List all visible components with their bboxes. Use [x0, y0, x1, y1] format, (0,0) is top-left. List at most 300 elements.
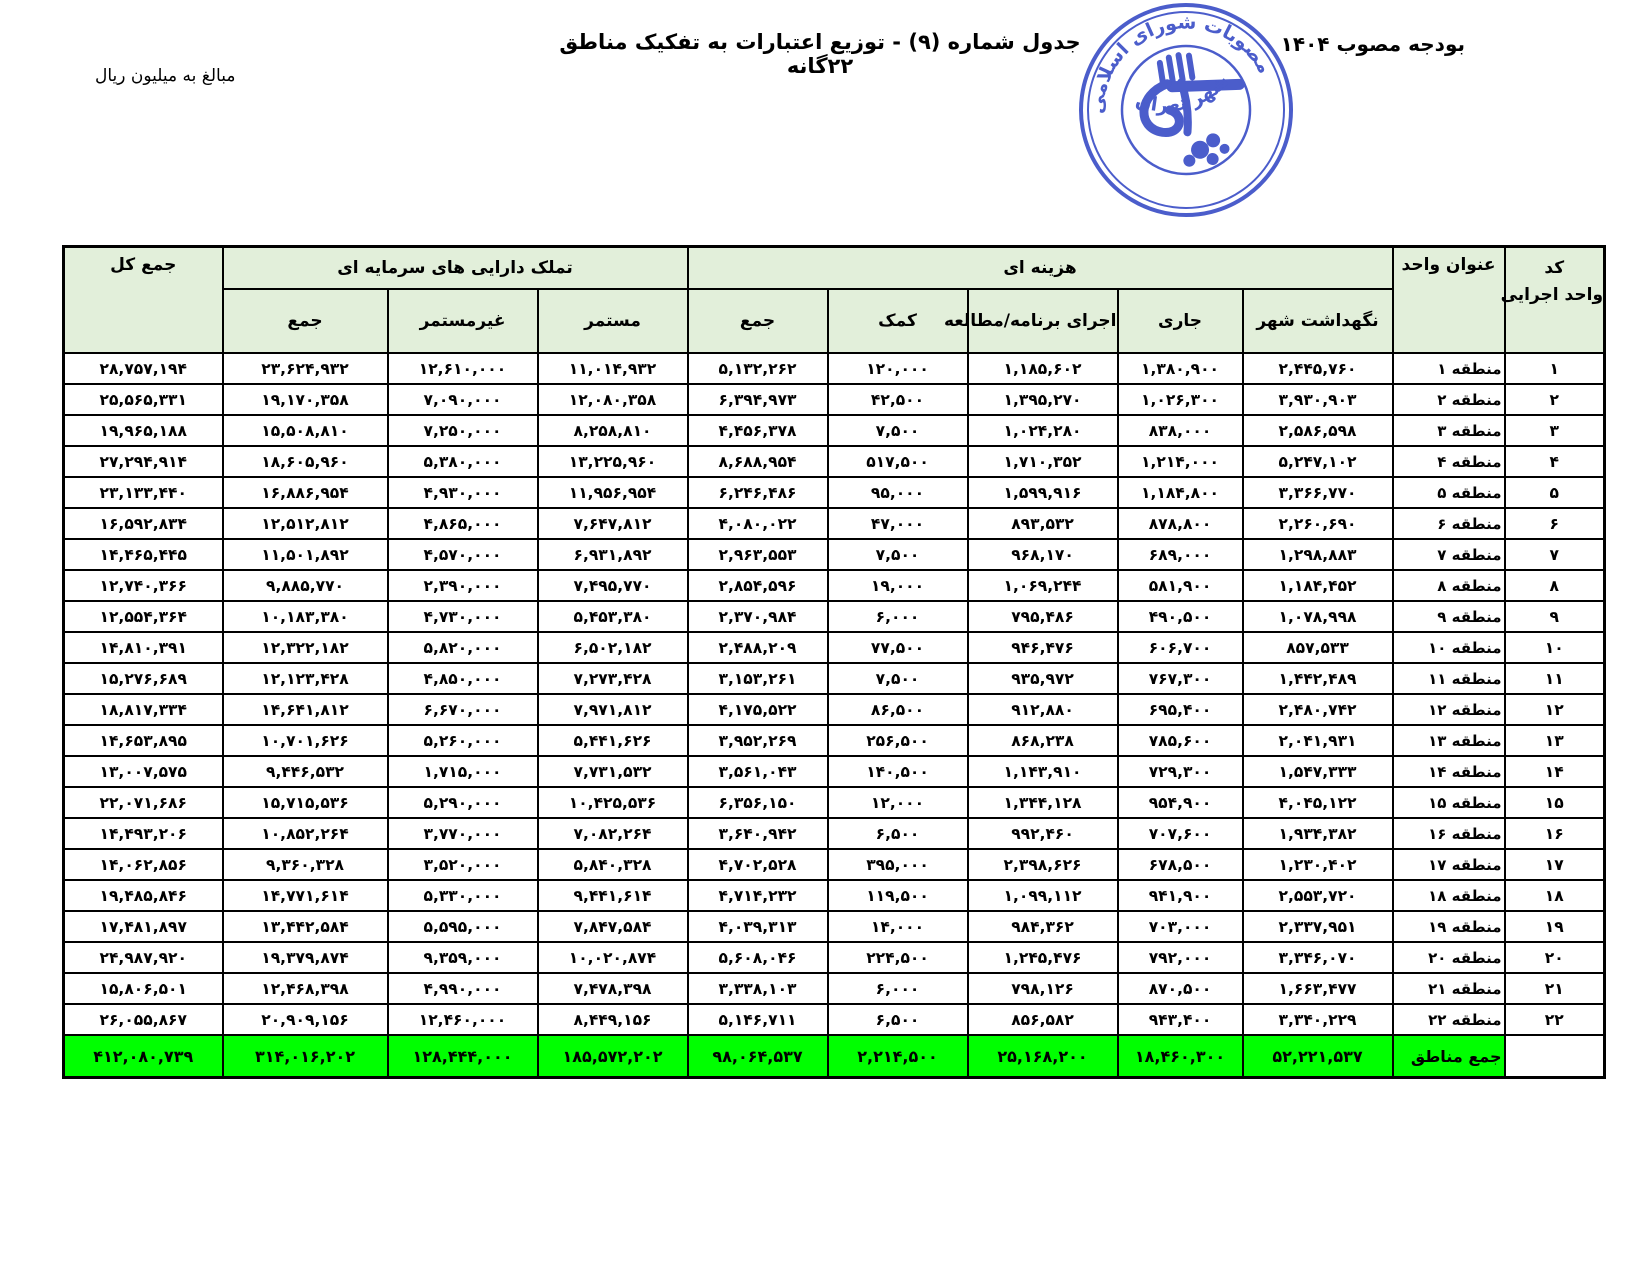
cell-non-continuous: ۷,۲۵۰,۰۰۰: [388, 415, 538, 446]
cell-non-continuous: ۱۲,۶۱۰,۰۰۰: [388, 353, 538, 384]
cell-program: ۹۹۲,۴۶۰: [968, 818, 1118, 849]
cell-maintenance: ۳,۳۴۶,۰۷۰: [1243, 942, 1393, 973]
table-row: [64, 663, 1605, 694]
cell-current: ۱۸,۴۶۰,۳۰۰: [1118, 1035, 1243, 1078]
cell-acquisition-total: ۱۰,۷۰۱,۶۲۶: [223, 725, 388, 756]
cell-aid: ۵۱۷,۵۰۰: [828, 446, 968, 477]
cell-program: ۹۳۵,۹۷۲: [968, 663, 1118, 694]
table-row: [64, 756, 1605, 787]
cell-continuous: ۷,۲۷۳,۴۲۸: [538, 663, 688, 694]
cell-current: ۷۲۹,۳۰۰: [1118, 756, 1243, 787]
cell-continuous: ۷,۶۴۷,۸۱۲: [538, 508, 688, 539]
cell-current: ۸۳۸,۰۰۰: [1118, 415, 1243, 446]
stamp-bottom-text: شهر تهران: [1133, 69, 1234, 117]
table-row: [64, 539, 1605, 570]
cell-non-continuous: ۵,۵۹۵,۰۰۰: [388, 911, 538, 942]
cell-continuous: ۱۲,۰۸۰,۳۵۸: [538, 384, 688, 415]
cell-expense-total: ۳,۹۵۲,۲۶۹: [688, 725, 828, 756]
amounts-unit-label: مبالغ به میلیون ریال: [95, 66, 236, 86]
col-header-grand-total: جمع کل: [64, 247, 223, 354]
cell-code: ۲۰: [1505, 942, 1605, 973]
table-body: [64, 353, 1605, 1078]
cell-grand-total: ۱۴,۴۹۳,۲۰۶: [64, 818, 223, 849]
cell-name: جمع مناطق: [1393, 1035, 1505, 1078]
cell-aid: ۱۴,۰۰۰: [828, 911, 968, 942]
cell-name: منطقه ۱۴: [1393, 756, 1505, 787]
cell-maintenance: ۲,۵۵۳,۷۲۰: [1243, 880, 1393, 911]
cell-code: ۱: [1505, 353, 1605, 384]
cell-aid: ۴۷,۰۰۰: [828, 508, 968, 539]
cell-current: ۵۸۱,۹۰۰: [1118, 570, 1243, 601]
cell-current: ۶۷۸,۵۰۰: [1118, 849, 1243, 880]
cell-code: ۵: [1505, 477, 1605, 508]
cell-name: منطقه ۸: [1393, 570, 1505, 601]
cell-program: ۱,۲۴۵,۴۷۶: [968, 942, 1118, 973]
cell-maintenance: ۳,۳۶۶,۷۷۰: [1243, 477, 1393, 508]
cell-non-continuous: ۴,۸۶۵,۰۰۰: [388, 508, 538, 539]
col-header-acquisition-sum: جمع: [223, 289, 388, 353]
cell-maintenance: ۱,۹۳۴,۳۸۲: [1243, 818, 1393, 849]
cell-continuous: ۵,۸۴۰,۳۲۸: [538, 849, 688, 880]
cell-aid: ۳۹۵,۰۰۰: [828, 849, 968, 880]
cell-name: منطقه ۱۵: [1393, 787, 1505, 818]
cell-grand-total: ۱۹,۹۶۵,۱۸۸: [64, 415, 223, 446]
cell-name: منطقه ۱۶: [1393, 818, 1505, 849]
cell-non-continuous: ۴,۵۷۰,۰۰۰: [388, 539, 538, 570]
cell-acquisition-total: ۳۱۴,۰۱۶,۲۰۲: [223, 1035, 388, 1078]
cell-expense-total: ۴,۰۸۰,۰۲۲: [688, 508, 828, 539]
cell-program: ۷۹۸,۱۲۶: [968, 973, 1118, 1004]
cell-grand-total: ۲۸,۷۵۷,۱۹۴: [64, 353, 223, 384]
cell-maintenance: ۲,۳۳۷,۹۵۱: [1243, 911, 1393, 942]
cell-aid: ۱۱۹,۵۰۰: [828, 880, 968, 911]
cell-continuous: ۷,۹۷۱,۸۱۲: [538, 694, 688, 725]
cell-aid: ۷,۵۰۰: [828, 663, 968, 694]
cell-continuous: ۷,۰۸۲,۲۶۴: [538, 818, 688, 849]
cell-name: منطقه ۵: [1393, 477, 1505, 508]
cell-maintenance: ۱,۶۶۳,۴۷۷: [1243, 973, 1393, 1004]
cell-maintenance: ۵,۲۴۷,۱۰۲: [1243, 446, 1393, 477]
cell-current: ۶۰۶,۷۰۰: [1118, 632, 1243, 663]
cell-non-continuous: ۹,۳۵۹,۰۰۰: [388, 942, 538, 973]
stamp-svg: [1043, 0, 1329, 253]
page-title: جدول شماره (۹) - توزیع اعتبارات به تفکیک مناطق ۲۲گانه: [559, 30, 1081, 78]
cell-expense-total: ۳,۳۳۸,۱۰۳: [688, 973, 828, 1004]
cell-continuous: ۱۰,۰۲۰,۸۷۴: [538, 942, 688, 973]
table-row: [64, 508, 1605, 539]
cell-code: ۱۹: [1505, 911, 1605, 942]
cell-acquisition-total: ۱۴,۷۷۱,۶۱۴: [223, 880, 388, 911]
cell-program: ۱,۷۱۰,۳۵۲: [968, 446, 1118, 477]
table-row: [64, 1004, 1605, 1035]
cell-code: ۱۲: [1505, 694, 1605, 725]
cell-grand-total: ۱۲,۵۵۴,۳۶۴: [64, 601, 223, 632]
cell-continuous: ۸,۴۴۹,۱۵۶: [538, 1004, 688, 1035]
cell-name: منطقه ۳: [1393, 415, 1505, 446]
cell-name: منطقه ۴: [1393, 446, 1505, 477]
cell-aid: ۲۲۴,۵۰۰: [828, 942, 968, 973]
cell-name: منطقه ۱۱: [1393, 663, 1505, 694]
cell-acquisition-total: ۱۲,۱۲۳,۴۲۸: [223, 663, 388, 694]
cell-non-continuous: ۵,۲۶۰,۰۰۰: [388, 725, 538, 756]
cell-continuous: ۶,۹۳۱,۸۹۲: [538, 539, 688, 570]
cell-code: ۷: [1505, 539, 1605, 570]
cell-continuous: ۷,۴۷۸,۳۹۸: [538, 973, 688, 1004]
cell-expense-total: ۲,۸۵۴,۵۹۶: [688, 570, 828, 601]
cell-program: ۱,۰۲۴,۲۸۰: [968, 415, 1118, 446]
cell-name: منطقه ۶: [1393, 508, 1505, 539]
cell-aid: ۷,۵۰۰: [828, 415, 968, 446]
stamp-top-text: مصوبات شورای اسلامی: [1085, 11, 1276, 115]
cell-acquisition-total: ۱۹,۳۷۹,۸۷۴: [223, 942, 388, 973]
cell-aid: ۶,۵۰۰: [828, 818, 968, 849]
cell-continuous: ۱۱,۰۱۴,۹۳۲: [538, 353, 688, 384]
cell-expense-total: ۹۸,۰۶۴,۵۳۷: [688, 1035, 828, 1078]
cell-aid: ۹۵,۰۰۰: [828, 477, 968, 508]
cell-non-continuous: ۶,۶۷۰,۰۰۰: [388, 694, 538, 725]
cell-acquisition-total: ۱۸,۶۰۵,۹۶۰: [223, 446, 388, 477]
cell-current: ۷۹۲,۰۰۰: [1118, 942, 1243, 973]
cell-expense-total: ۲,۹۶۳,۵۵۳: [688, 539, 828, 570]
cell-grand-total: ۱۸,۸۱۷,۳۳۴: [64, 694, 223, 725]
cell-name: منطقه ۹: [1393, 601, 1505, 632]
code-header-line2: واحد اجرایی: [1500, 285, 1604, 306]
cell-continuous: ۵,۴۵۳,۳۸۰: [538, 601, 688, 632]
col-header-non-continuous: غیرمستمر: [388, 289, 538, 353]
cell-expense-total: ۴,۴۵۶,۳۷۸: [688, 415, 828, 446]
table-row: [64, 570, 1605, 601]
cell-maintenance: ۱,۵۴۷,۳۳۳: [1243, 756, 1393, 787]
table-row: [64, 632, 1605, 663]
table-row: [64, 694, 1605, 725]
cell-program: ۲۵,۱۶۸,۲۰۰: [968, 1035, 1118, 1078]
cell-maintenance: ۲,۰۴۱,۹۳۱: [1243, 725, 1393, 756]
cell-program: ۹۶۸,۱۷۰: [968, 539, 1118, 570]
cell-maintenance: ۱,۲۳۰,۴۰۲: [1243, 849, 1393, 880]
cell-current: ۱,۳۸۰,۹۰۰: [1118, 353, 1243, 384]
table-row: [64, 725, 1605, 756]
cell-current: ۱,۰۲۶,۳۰۰: [1118, 384, 1243, 415]
cell-program: ۹۴۶,۴۷۶: [968, 632, 1118, 663]
cell-expense-total: ۴,۷۱۴,۲۳۲: [688, 880, 828, 911]
cell-aid: ۱۹,۰۰۰: [828, 570, 968, 601]
cell-maintenance: ۳,۹۳۰,۹۰۳: [1243, 384, 1393, 415]
cell-program: ۱,۰۹۹,۱۱۲: [968, 880, 1118, 911]
cell-acquisition-total: ۱۶,۸۸۶,۹۵۴: [223, 477, 388, 508]
group-header-expense: هزینه ای: [688, 247, 1393, 290]
group-header-capital-assets: تملک دارایی های سرمایه ای: [223, 247, 688, 290]
header-group-row: [64, 247, 1605, 290]
cell-grand-total: ۱۳,۰۰۷,۵۷۵: [64, 756, 223, 787]
cell-acquisition-total: ۹,۴۴۶,۵۳۲: [223, 756, 388, 787]
cell-continuous: ۸,۲۵۸,۸۱۰: [538, 415, 688, 446]
cell-grand-total: ۲۳,۱۳۳,۴۴۰: [64, 477, 223, 508]
cell-program: ۱,۵۹۹,۹۱۶: [968, 477, 1118, 508]
cell-grand-total: ۱۴,۴۶۵,۴۴۵: [64, 539, 223, 570]
cell-aid: ۶,۰۰۰: [828, 973, 968, 1004]
cell-code: ۱۰: [1505, 632, 1605, 663]
cell-program: ۱,۳۴۴,۱۲۸: [968, 787, 1118, 818]
cell-code: ۴: [1505, 446, 1605, 477]
cell-aid: ۱۴۰,۵۰۰: [828, 756, 968, 787]
cell-aid: ۶,۰۰۰: [828, 601, 968, 632]
cell-continuous: ۱۱,۹۵۶,۹۵۴: [538, 477, 688, 508]
cell-continuous: ۹,۴۴۱,۶۱۴: [538, 880, 688, 911]
cell-code: [1505, 1035, 1605, 1078]
col-header-aid: کمک: [828, 289, 968, 353]
cell-continuous: ۷,۴۹۵,۷۷۰: [538, 570, 688, 601]
cell-code: ۱۵: [1505, 787, 1605, 818]
cell-grand-total: ۱۵,۸۰۶,۵۰۱: [64, 973, 223, 1004]
table-row: [64, 353, 1605, 384]
cell-current: ۷۸۵,۶۰۰: [1118, 725, 1243, 756]
cell-program: ۱,۱۴۳,۹۱۰: [968, 756, 1118, 787]
cell-code: ۳: [1505, 415, 1605, 446]
col-header-unit-title: عنوان واحد: [1393, 247, 1505, 354]
cell-program: ۱,۰۶۹,۲۴۴: [968, 570, 1118, 601]
cell-maintenance: ۳,۳۴۰,۲۲۹: [1243, 1004, 1393, 1035]
cell-grand-total: ۱۲,۷۴۰,۳۶۶: [64, 570, 223, 601]
cell-grand-total: ۲۷,۲۹۴,۹۱۴: [64, 446, 223, 477]
cell-name: منطقه ۲۲: [1393, 1004, 1505, 1035]
cell-program: ۷۹۵,۴۸۶: [968, 601, 1118, 632]
cell-code: ۱۸: [1505, 880, 1605, 911]
cell-code: ۲۱: [1505, 973, 1605, 1004]
cell-expense-total: ۳,۶۴۰,۹۴۲: [688, 818, 828, 849]
cell-program: ۸۹۳,۵۳۲: [968, 508, 1118, 539]
cell-acquisition-total: ۱۴,۶۴۱,۸۱۲: [223, 694, 388, 725]
cell-name: منطقه ۱۰: [1393, 632, 1505, 663]
cell-continuous: ۷,۷۳۱,۵۳۲: [538, 756, 688, 787]
cell-program: ۹۸۴,۳۶۲: [968, 911, 1118, 942]
cell-expense-total: ۸,۶۸۸,۹۵۴: [688, 446, 828, 477]
col-header-current: جاری: [1118, 289, 1243, 353]
cell-program: ۱,۳۹۵,۲۷۰: [968, 384, 1118, 415]
cell-acquisition-total: ۱۵,۵۰۸,۸۱۰: [223, 415, 388, 446]
cell-non-continuous: ۱,۷۱۵,۰۰۰: [388, 756, 538, 787]
table-row: [64, 942, 1605, 973]
cell-grand-total: ۱۴,۰۶۲,۸۵۶: [64, 849, 223, 880]
cell-non-continuous: ۵,۸۲۰,۰۰۰: [388, 632, 538, 663]
cell-aid: ۲۵۶,۵۰۰: [828, 725, 968, 756]
cell-grand-total: ۱۴,۸۱۰,۳۹۱: [64, 632, 223, 663]
cell-grand-total: ۲۶,۰۵۵,۸۶۷: [64, 1004, 223, 1035]
cell-acquisition-total: ۱۰,۱۸۳,۳۸۰: [223, 601, 388, 632]
cell-code: ۱۳: [1505, 725, 1605, 756]
cell-name: منطقه ۱۹: [1393, 911, 1505, 942]
table-row: [64, 911, 1605, 942]
cell-expense-total: ۴,۰۳۹,۳۱۳: [688, 911, 828, 942]
cell-maintenance: ۲,۴۴۵,۷۶۰: [1243, 353, 1393, 384]
cell-program: ۸۶۸,۲۳۸: [968, 725, 1118, 756]
cell-continuous: ۱۳,۲۲۵,۹۶۰: [538, 446, 688, 477]
cell-acquisition-total: ۲۳,۶۲۴,۹۳۲: [223, 353, 388, 384]
cell-aid: ۷,۵۰۰: [828, 539, 968, 570]
cell-maintenance: ۲,۴۸۰,۷۴۲: [1243, 694, 1393, 725]
cell-expense-total: ۵,۱۳۲,۲۶۲: [688, 353, 828, 384]
col-header-city-maintenance: نگهداشت شهر: [1243, 289, 1393, 353]
budget-table: [62, 245, 1606, 1079]
cell-acquisition-total: ۱۲,۳۲۲,۱۸۲: [223, 632, 388, 663]
cell-program: ۲,۳۹۸,۶۲۶: [968, 849, 1118, 880]
cell-name: منطقه ۲۱: [1393, 973, 1505, 1004]
cell-continuous: ۱۰,۴۲۵,۵۳۶: [538, 787, 688, 818]
cell-code: ۲۲: [1505, 1004, 1605, 1035]
cell-maintenance: ۲,۵۸۶,۵۹۸: [1243, 415, 1393, 446]
cell-name: منطقه ۷: [1393, 539, 1505, 570]
cell-current: ۴۹۰,۵۰۰: [1118, 601, 1243, 632]
cell-name: منطقه ۲: [1393, 384, 1505, 415]
cell-non-continuous: ۵,۳۳۰,۰۰۰: [388, 880, 538, 911]
cell-maintenance: ۲,۲۶۰,۶۹۰: [1243, 508, 1393, 539]
table-row: [64, 849, 1605, 880]
col-header-program-study: اجرای برنامه/مطالعه: [968, 289, 1118, 353]
code-header-line1: کد: [1544, 258, 1565, 278]
cell-non-continuous: ۵,۳۸۰,۰۰۰: [388, 446, 538, 477]
cell-grand-total: ۴۱۲,۰۸۰,۷۳۹: [64, 1035, 223, 1078]
cell-acquisition-total: ۱۲,۴۶۸,۳۹۸: [223, 973, 388, 1004]
cell-grand-total: ۱۷,۴۸۱,۸۹۷: [64, 911, 223, 942]
cell-name: منطقه ۱: [1393, 353, 1505, 384]
cell-current: ۱,۱۸۴,۸۰۰: [1118, 477, 1243, 508]
cell-current: ۶۸۹,۰۰۰: [1118, 539, 1243, 570]
cell-aid: ۲,۲۱۴,۵۰۰: [828, 1035, 968, 1078]
col-header-continuous: مستمر: [538, 289, 688, 353]
cell-acquisition-total: ۱۲,۵۱۲,۸۱۲: [223, 508, 388, 539]
cell-name: منطقه ۱۸: [1393, 880, 1505, 911]
cell-aid: ۷۷,۵۰۰: [828, 632, 968, 663]
cell-current: ۸۷۰,۵۰۰: [1118, 973, 1243, 1004]
table-row: [64, 477, 1605, 508]
cell-expense-total: ۵,۱۴۶,۷۱۱: [688, 1004, 828, 1035]
cell-grand-total: ۲۲,۰۷۱,۶۸۶: [64, 787, 223, 818]
cell-continuous: ۶,۵۰۲,۱۸۲: [538, 632, 688, 663]
cell-expense-total: ۳,۵۶۱,۰۴۳: [688, 756, 828, 787]
col-header-expense-sum: جمع: [688, 289, 828, 353]
cell-continuous: ۵,۴۴۱,۶۲۶: [538, 725, 688, 756]
total-row: [64, 1035, 1605, 1078]
cell-continuous: ۷,۸۴۷,۵۸۴: [538, 911, 688, 942]
cell-program: ۸۵۶,۵۸۲: [968, 1004, 1118, 1035]
council-stamp-icon: [1043, 0, 1329, 253]
cell-non-continuous: ۵,۲۹۰,۰۰۰: [388, 787, 538, 818]
table-header: [64, 247, 1605, 354]
cell-acquisition-total: ۹,۸۸۵,۷۷۰: [223, 570, 388, 601]
cell-grand-total: ۲۴,۹۸۷,۹۲۰: [64, 942, 223, 973]
cell-aid: ۶,۵۰۰: [828, 1004, 968, 1035]
cell-code: ۱۶: [1505, 818, 1605, 849]
cell-continuous: ۱۸۵,۵۷۲,۲۰۲: [538, 1035, 688, 1078]
cell-expense-total: ۶,۳۵۶,۱۵۰: [688, 787, 828, 818]
cell-acquisition-total: ۲۰,۹۰۹,۱۵۶: [223, 1004, 388, 1035]
cell-expense-total: ۲,۴۸۸,۲۰۹: [688, 632, 828, 663]
cell-name: منطقه ۲۰: [1393, 942, 1505, 973]
cell-current: ۹۵۴,۹۰۰: [1118, 787, 1243, 818]
cell-expense-total: ۵,۶۰۸,۰۴۶: [688, 942, 828, 973]
cell-acquisition-total: ۱۱,۵۰۱,۸۹۲: [223, 539, 388, 570]
cell-maintenance: ۱,۲۹۸,۸۸۳: [1243, 539, 1393, 570]
cell-code: ۶: [1505, 508, 1605, 539]
table-row: [64, 973, 1605, 1004]
cell-grand-total: ۲۵,۵۶۵,۳۳۱: [64, 384, 223, 415]
cell-non-continuous: ۱۲۸,۴۴۴,۰۰۰: [388, 1035, 538, 1078]
budget-year-label: بودجه مصوب ۱۴۰۴: [1280, 32, 1465, 56]
cell-non-continuous: ۱۲,۴۶۰,۰۰۰: [388, 1004, 538, 1035]
cell-non-continuous: ۴,۸۵۰,۰۰۰: [388, 663, 538, 694]
table-row: [64, 787, 1605, 818]
cell-non-continuous: ۴,۹۳۰,۰۰۰: [388, 477, 538, 508]
cell-aid: ۴۲,۵۰۰: [828, 384, 968, 415]
cell-current: ۷۰۳,۰۰۰: [1118, 911, 1243, 942]
cell-non-continuous: ۷,۰۹۰,۰۰۰: [388, 384, 538, 415]
cell-code: ۹: [1505, 601, 1605, 632]
cell-code: ۱۴: [1505, 756, 1605, 787]
cell-aid: ۸۶,۵۰۰: [828, 694, 968, 725]
header-sub-row: [64, 289, 1605, 353]
table-row: [64, 601, 1605, 632]
cell-code: ۱۷: [1505, 849, 1605, 880]
cell-acquisition-total: ۱۹,۱۷۰,۳۵۸: [223, 384, 388, 415]
cell-expense-total: ۶,۳۹۴,۹۷۳: [688, 384, 828, 415]
cell-non-continuous: ۳,۷۷۰,۰۰۰: [388, 818, 538, 849]
table-row: [64, 880, 1605, 911]
cell-non-continuous: ۴,۷۳۰,۰۰۰: [388, 601, 538, 632]
cell-expense-total: ۳,۱۵۳,۲۶۱: [688, 663, 828, 694]
cell-expense-total: ۶,۲۴۶,۴۸۶: [688, 477, 828, 508]
cell-current: ۹۴۱,۹۰۰: [1118, 880, 1243, 911]
cell-program: ۹۱۲,۸۸۰: [968, 694, 1118, 725]
cell-acquisition-total: ۱۳,۴۴۲,۵۸۴: [223, 911, 388, 942]
cell-acquisition-total: ۱۵,۷۱۵,۵۳۶: [223, 787, 388, 818]
cell-non-continuous: ۴,۹۹۰,۰۰۰: [388, 973, 538, 1004]
cell-non-continuous: ۳,۵۲۰,۰۰۰: [388, 849, 538, 880]
table-row: [64, 415, 1605, 446]
cell-maintenance: ۴,۰۴۵,۱۲۲: [1243, 787, 1393, 818]
cell-grand-total: ۱۹,۴۸۵,۸۴۶: [64, 880, 223, 911]
cell-name: منطقه ۱۳: [1393, 725, 1505, 756]
table-row: [64, 384, 1605, 415]
cell-current: ۶۹۵,۴۰۰: [1118, 694, 1243, 725]
col-header-exec-unit-code: [1500, 247, 1605, 354]
table-row: [64, 446, 1605, 477]
cell-acquisition-total: ۹,۳۶۰,۳۲۸: [223, 849, 388, 880]
cell-code: ۲: [1505, 384, 1605, 415]
cell-maintenance: ۵۲,۲۲۱,۵۳۷: [1243, 1035, 1393, 1078]
cell-maintenance: ۱,۰۷۸,۹۹۸: [1243, 601, 1393, 632]
cell-name: منطقه ۱۲: [1393, 694, 1505, 725]
cell-expense-total: ۴,۷۰۲,۵۲۸: [688, 849, 828, 880]
cell-name: منطقه ۱۷: [1393, 849, 1505, 880]
cell-expense-total: ۴,۱۷۵,۵۲۲: [688, 694, 828, 725]
cell-code: ۸: [1505, 570, 1605, 601]
cell-maintenance: ۱,۴۴۲,۴۸۹: [1243, 663, 1393, 694]
cell-non-continuous: ۲,۳۹۰,۰۰۰: [388, 570, 538, 601]
cell-grand-total: ۱۶,۵۹۲,۸۳۴: [64, 508, 223, 539]
table-row: [64, 818, 1605, 849]
cell-program: ۱,۱۸۵,۶۰۲: [968, 353, 1118, 384]
cell-current: ۹۴۳,۴۰۰: [1118, 1004, 1243, 1035]
cell-current: ۸۷۸,۸۰۰: [1118, 508, 1243, 539]
cell-maintenance: ۱,۱۸۴,۴۵۲: [1243, 570, 1393, 601]
cell-code: ۱۱: [1505, 663, 1605, 694]
cell-aid: ۱۲,۰۰۰: [828, 787, 968, 818]
cell-expense-total: ۲,۳۷۰,۹۸۴: [688, 601, 828, 632]
cell-current: ۷۰۷,۶۰۰: [1118, 818, 1243, 849]
cell-acquisition-total: ۱۰,۸۵۲,۲۶۴: [223, 818, 388, 849]
cell-current: ۱,۲۱۴,۰۰۰: [1118, 446, 1243, 477]
cell-aid: ۱۲۰,۰۰۰: [828, 353, 968, 384]
cell-grand-total: ۱۵,۲۷۶,۶۸۹: [64, 663, 223, 694]
